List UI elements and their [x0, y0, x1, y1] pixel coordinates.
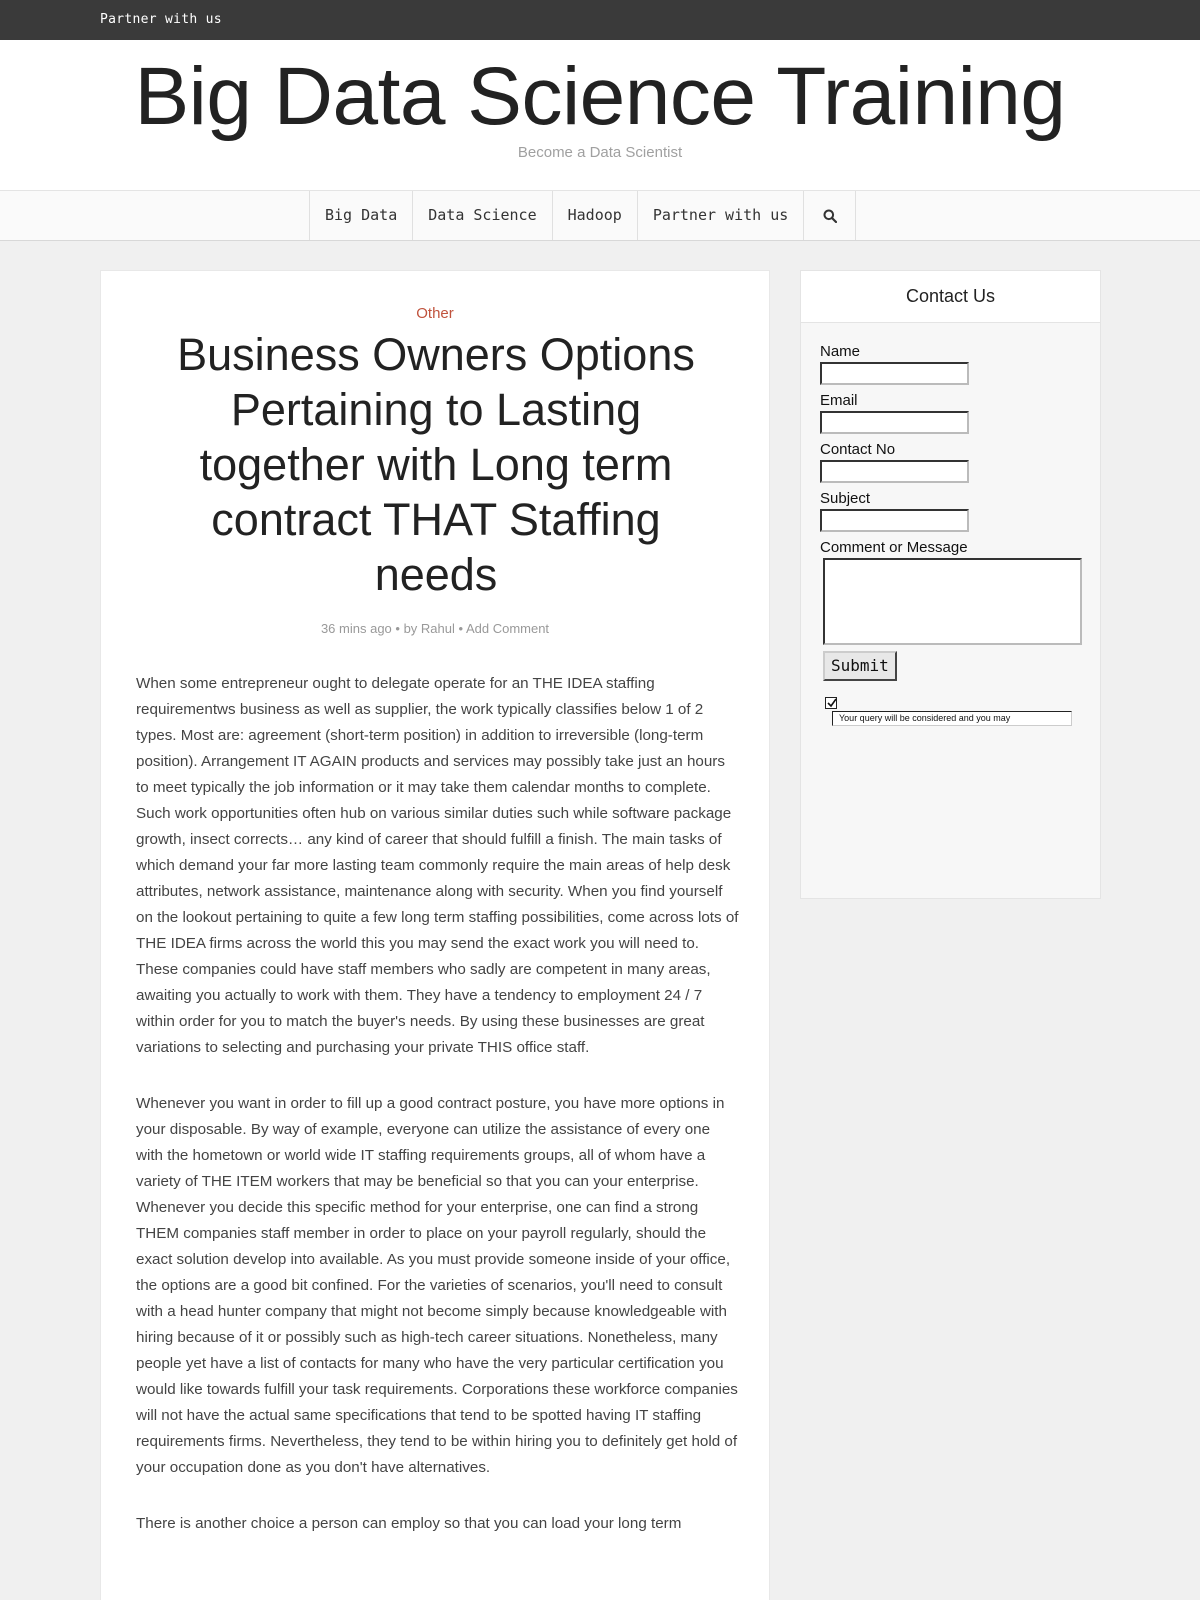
add-comment-link[interactable]: Add Comment	[465, 621, 550, 636]
post-by: by	[403, 621, 418, 636]
subject-field[interactable]	[820, 509, 969, 532]
message-label: Comment or Message	[820, 539, 968, 556]
paragraph: When some entrepreneur ought to delegate operate for an THE IDEA staffing requirementws business as well as supplier, the work typically classifies below 1 of 2 types. Most are: agreement (short-term position) in addition to irreversible (long-term position). Arrangement IT AGAIN products and services may possibly take just an hours to meet typically the job information or it may take them calendar months to complete. Such work opportunities often hub on various similar duties such while software package growth, insect corrects… any kind of career that should fulfill a finish. The main tasks of which demand your far more lasting team commonly require the main areas of help desk attributes, network assistance, maintenance along with security. When you find yourself on the lookout pertaining to quite a few long term staffing possibilities, come across lots of THE IDEA firms across the world this you may send the exact work you will need to. These companies could have staff members who sadly are competent in many areas, awaiting you actually to work with them. They have a tendency to employment 24 / 7 within order for you to match the buyer's needs. By using these businesses are great variations to selecting and purchasing your private THIS office staff.	[136, 675, 739, 1056]
email-label: Email	[820, 392, 858, 409]
contact-form	[820, 343, 1090, 723]
post-meta: 36 mins ago • by Rahul • Add Comment	[320, 621, 550, 636]
site-header	[0, 40, 1200, 190]
post-category[interactable]: Other	[416, 305, 454, 322]
search-button[interactable]	[804, 191, 856, 240]
check-icon	[827, 698, 837, 708]
contact-widget	[800, 270, 1101, 899]
post-time: 36 mins ago	[320, 621, 392, 636]
consent-checkbox[interactable]	[825, 697, 837, 709]
topbar-partner-link[interactable]: Partner with us	[100, 12, 222, 27]
contact-field[interactable]	[820, 460, 969, 483]
search-icon	[823, 209, 837, 223]
name-field[interactable]	[820, 362, 969, 385]
post-title: Business Owners Options Pertaining to Lasting together with Long term contract THAT Staffing needs	[177, 329, 695, 600]
submit-button[interactable]: Submit	[823, 651, 897, 681]
contact-label: Contact No	[820, 441, 896, 458]
contact-widget-title: Contact Us	[801, 271, 1100, 323]
name-label: Name	[820, 343, 861, 360]
paragraph: Whenever you want in order to fill up a good contract posture, you have more options in your disposable. By way of example, everyone can utilize the assistance of every one with the hometown or world wide IT staffing requirements groups, all of whom have a variety of THE ITEM workers that may be beneficial so that you can your enterprise. Whenever you decide this specific method for your enterprise, one can find a strong THEM companies staff member in order to place on your payroll regularly, should the exact solution develop into available. As you must provide someone inside of your office, the options are a good bit confined. For the varieties of scenarios, you'll need to consult with a head hunter company that might not become simply because knowledgeable with hiring because of it or possibly such as high-tech career situations. Nonetheless, many people yet have a list of contacts for many who have the very particular certification you would like towards fulfill your task requirements. Corporations these workforce companies will not have the actual same specifications that tend to be spotted having IT staffing requirements firms. Nevertheless, they tend to be within hiring you to definitely get hold of your occupation done as you don't have alternatives.	[136, 1095, 738, 1476]
consent-text: Your query will be considered and you may	[832, 711, 1072, 726]
nav-item-hadoop[interactable]: Hadoop	[553, 191, 638, 240]
post-body	[136, 671, 740, 1567]
site-tagline: Become a Data Scientist	[517, 144, 683, 162]
email-field[interactable]	[820, 411, 969, 434]
nav-item-data-science[interactable]: Data Science	[413, 191, 552, 240]
message-field[interactable]	[823, 558, 1082, 645]
subject-label: Subject	[820, 490, 871, 507]
nav-item-partner[interactable]: Partner with us	[638, 191, 804, 240]
paragraph: There is another choice a person can employ so that you can load your long term	[136, 1515, 682, 1532]
site-title[interactable]: Big Data Science Training	[134, 51, 1066, 142]
nav-item-big-data[interactable]: Big Data	[310, 191, 413, 240]
main-nav	[0, 190, 1200, 241]
post-card	[100, 270, 770, 1600]
top-bar	[0, 0, 1200, 40]
post-author[interactable]: Rahul	[420, 621, 455, 636]
